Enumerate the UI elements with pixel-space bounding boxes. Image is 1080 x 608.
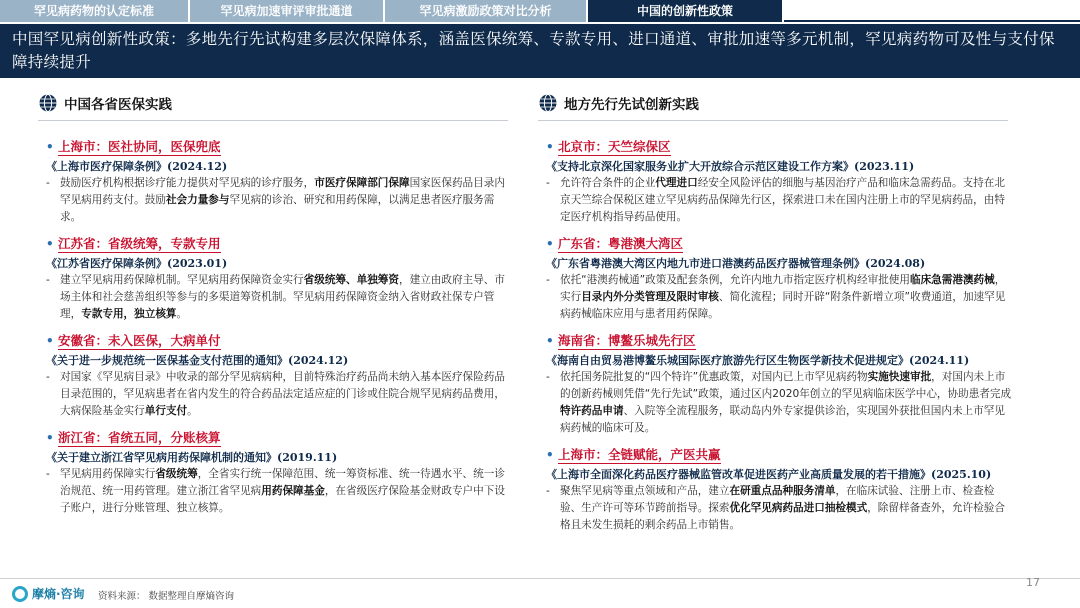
globe-icon [38, 93, 58, 113]
tab-bar [0, 0, 1080, 22]
policy-entry [46, 331, 512, 420]
entry-title [46, 331, 512, 351]
entry-title [546, 445, 1012, 465]
policy-description: - 罕见病用药保障实行省级统筹，全省实行统一保障范围、统一筹资标准、统一待遇水平、统一诊治规范、统一用药管理。建立浙江省罕见病用药保障基金，在省级医疗保险基金财政专户中下设子账户，进行分账管理、独立核算。 [46, 468, 505, 514]
policy-description: - 依托国务院批复的“四个特许”优惠政策，对国内已上市罕见病药物实施快速审批，对国内未上市的创新药械则凭借“先行先试”政策，通过区内2020年创立的罕见病临床医学中心，协助患者完成特许药品申请、入院等全流程服务，联动岛内外专家提供诊治，实现国外获批但国内未上市罕见病药械的临床可及。 [546, 371, 1012, 434]
entry-title [546, 137, 1012, 157]
policy-entry [46, 234, 512, 323]
entry-title [546, 331, 1012, 351]
left-column-title: 中国各省医保实践 [64, 97, 172, 113]
region-label: 广东省：粤港澳大湾区 [558, 235, 684, 251]
bullet-dot: • [546, 334, 554, 348]
logo-mark-icon [12, 586, 28, 602]
policy-document: 《海南自由贸易港博鳌乐城国际医疗旅游先行区生物医学新技术促进规定》(2024.11) [546, 354, 970, 367]
region-label: 安徽省：未入医保，大病单付 [58, 332, 221, 348]
region-label: 海南省：博鳌乐城先行区 [558, 332, 696, 348]
tab-accelerated-review[interactable]: 罕见病加速审评审批通道 [190, 0, 383, 22]
policy-entry [46, 137, 512, 226]
policy-document: 《关于进一步规范统一医保基金支付范围的通知》(2024.12) [46, 354, 349, 367]
right-column-title: 地方先行先试创新实践 [564, 97, 699, 113]
region-label: 北京市：天竺综保区 [558, 138, 671, 154]
region-label: 上海市：医社协同，医保兜底 [58, 138, 221, 154]
tab-incentive-comparison[interactable]: 罕见病激励政策对比分析 [385, 0, 586, 22]
policy-document: 《上海市医疗保障条例》(2024.12) [46, 160, 228, 173]
globe-icon [538, 93, 558, 113]
entry-title [546, 234, 1012, 254]
right-column-header [538, 88, 1056, 118]
policy-description: - 鼓励医疗机构根据诊疗能力提供对罕见病的诊疗服务，市医疗保障部门保障国家医保药品目录内罕见病用药支付。鼓励社会力量参与罕见病的诊治、研究和用药保障，以满足患者医疗服务需求。 [46, 177, 505, 223]
page-number: 17 [1026, 576, 1040, 589]
right-column [538, 88, 1056, 534]
tab-bar-rule [784, 0, 1080, 22]
policy-entry [46, 428, 512, 517]
policy-entry [546, 445, 1012, 534]
bullet-dot: • [546, 237, 554, 251]
policy-document: 《江苏省医疗保障条例》(2023.01) [46, 257, 228, 270]
logo-text: 摩熵·咨询 [32, 587, 85, 601]
headline-text: 中国罕见病创新性政策：多地先行先试构建多层次保障体系，涵盖医保统筹、专款专用、进口通道、审批加速等多元机制，罕见病药物可及性与支付保障持续提升 [12, 30, 1055, 71]
policy-document: 《关于建立浙江省罕见病用药保障机制的通知》(2019.11) [46, 451, 338, 464]
brand-logo [12, 585, 85, 602]
left-column [38, 88, 556, 517]
entry-title [46, 137, 512, 157]
policy-description: - 依托“港澳药械通”政策及配套条例，允许内地九市指定医疗机构经审批使用临床急需港澳药械，实行目录内外分类管理及限时审核、简化流程；同时开辟“附条件新增立项”收费通道，加速罕见病药械临床应用与患者用药保障。 [546, 274, 1006, 320]
bullet-dot: • [46, 334, 54, 348]
policy-description: - 建立罕见病用药保障机制。罕见病用药保障资金实行省级统筹、单独筹资，建立由政府主导、市场主体和社会慈善组织等参与的多渠道筹资机制。罕见病用药保障资金纳入省财政社保专户管理，专款专用，独立核算。 [46, 274, 505, 320]
footer [0, 572, 1080, 608]
policy-description: - 对国家《罕见病目录》中收录的部分罕见病病种，目前特殊治疗药品尚未纳入基本医疗保险药品目录范围的，罕见病患者在省内发生的符合药品法定适应症的门诊或住院合规罕见病药品费用，大病保险基金实行单行支付。 [46, 371, 505, 417]
policy-entry [546, 331, 1012, 437]
source-note: 资料来源： 数据整理自摩熵咨询 [98, 591, 235, 602]
region-label: 江苏省：省级统筹，专款专用 [58, 235, 221, 251]
bullet-dot: • [546, 448, 554, 462]
bullet-dot: • [546, 140, 554, 154]
policy-description: - 允许符合条件的企业代理进口经安全风险评估的细胞与基因治疗产品和临床急需药品。支持在北京天竺综合保税区建立罕见病药品保障先行区，探索进口未在国内注册上市的罕见病药品，由特定医疗机构指导药品使用。 [546, 177, 1005, 223]
policy-description: - 聚焦罕见病等重点领域和产品，建立在研重点品种服务清单，在临床试验、注册上市、检查检验、生产许可等环节跨前指导。探索优化罕见病药品进口抽检模式，除留样备查外，允许检验合格且未发生损耗的剩余药品上市销售。 [546, 485, 1005, 531]
policy-document: 《支持北京深化国家服务业扩大开放综合示范区建设工作方案》(2023.11) [546, 160, 915, 173]
left-column-header [38, 88, 556, 118]
tab-orphan-drug-criteria[interactable]: 罕见病药物的认定标准 [0, 0, 188, 22]
footer-rule [0, 578, 1080, 579]
left-column-rule [38, 120, 508, 121]
entry-title [46, 428, 512, 448]
policy-entry [546, 137, 1012, 226]
tab-china-innovation[interactable]: 中国的创新性政策 [588, 0, 782, 22]
entry-title [46, 234, 512, 254]
policy-entry [546, 234, 1012, 323]
headline-banner [0, 24, 1080, 78]
right-column-rule [538, 120, 1008, 121]
policy-document: 《广东省粤港澳大湾区内地九市进口港澳药品医疗器械管理条例》(2024.08) [546, 257, 926, 270]
bullet-dot: • [46, 140, 54, 154]
region-label: 上海市：全链赋能，产医共赢 [558, 446, 721, 462]
bullet-dot: • [46, 237, 54, 251]
bullet-dot: • [46, 431, 54, 445]
policy-document: 《上海市全面深化药品医疗器械监管改革促进医药产业高质量发展的若干措施》(2025.10) [546, 468, 992, 481]
region-label: 浙江省：省统五同，分账核算 [58, 429, 221, 445]
